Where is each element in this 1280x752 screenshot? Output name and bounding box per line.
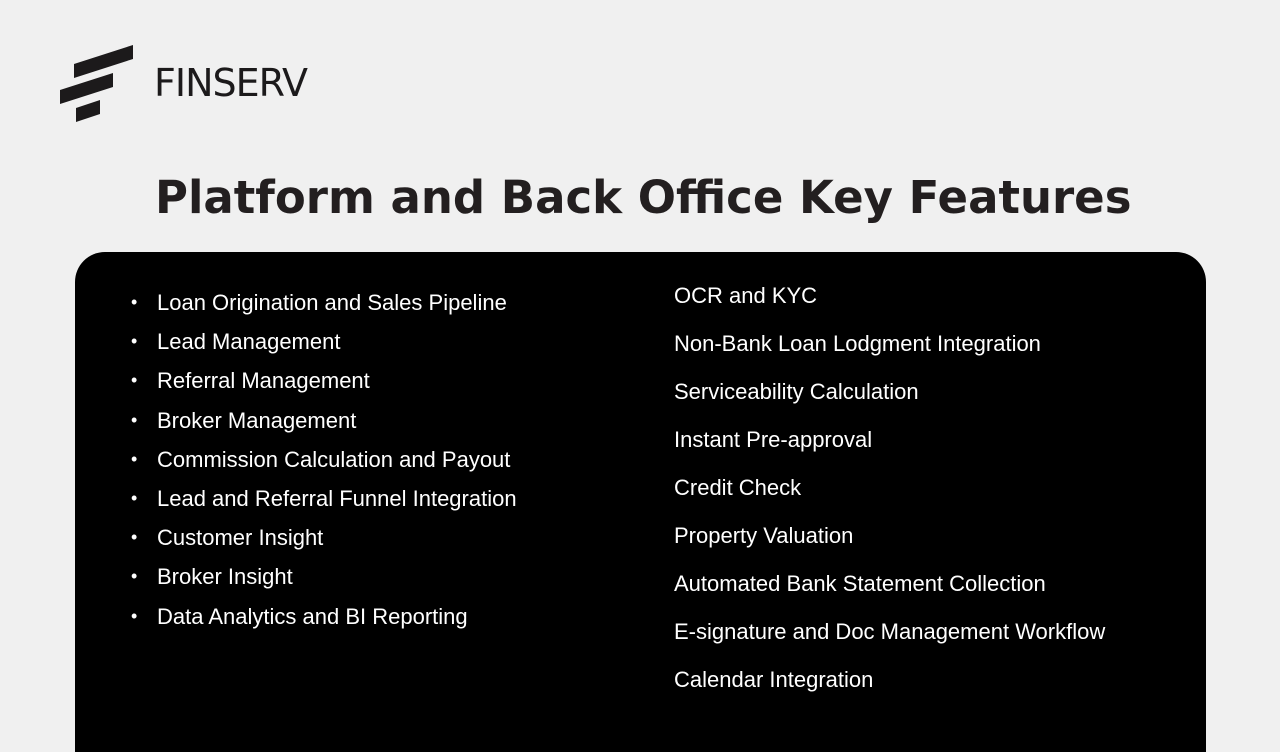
bullet-icon: • <box>131 409 138 430</box>
bullet-icon: • <box>131 487 138 508</box>
feature-item: Automated Bank Statement Collection <box>674 571 1046 596</box>
bullet-icon: • <box>131 605 138 626</box>
bullet-icon: • <box>131 566 138 587</box>
feature-label: Lead and Referral Funnel Integration <box>157 485 517 511</box>
feature-item: Calendar Integration <box>674 667 874 692</box>
feature-item: Serviceability Calculation <box>674 379 919 404</box>
feature-label: Loan Origination and Sales Pipeline <box>157 290 507 315</box>
feature-item <box>131 479 517 518</box>
brand-name: FINSERV <box>154 61 307 105</box>
feature-item <box>131 283 517 322</box>
feature-item: Non-Bank Loan Lodgment Integration <box>674 331 1041 356</box>
feature-label: Lead Management <box>157 329 341 355</box>
feature-item <box>131 322 517 361</box>
bullet-icon: • <box>131 370 138 391</box>
bullet-icon: • <box>131 292 138 312</box>
feature-label: Broker Insight <box>157 564 293 590</box>
feature-item <box>131 557 517 596</box>
feature-label: Commission Calculation and Payout <box>157 446 511 472</box>
left-feature-list <box>131 283 517 636</box>
feature-label: Referral Management <box>157 368 370 394</box>
finserv-logo-icon <box>58 44 138 124</box>
bullet-icon: • <box>131 331 138 352</box>
right-feature-list <box>674 272 1105 704</box>
feature-item <box>131 518 517 557</box>
bullet-icon: • <box>131 527 138 548</box>
feature-label: Data Analytics and BI Reporting <box>157 603 468 629</box>
feature-label: Broker Management <box>157 407 357 433</box>
feature-item <box>131 597 517 636</box>
feature-item: OCR and KYC <box>674 283 818 308</box>
feature-item <box>131 361 517 400</box>
feature-label: Customer Insight <box>157 525 324 551</box>
feature-item: Property Valuation <box>674 523 854 548</box>
bullet-icon: • <box>131 448 138 469</box>
feature-item: Instant Pre-approval <box>674 427 873 452</box>
feature-item <box>131 440 517 479</box>
feature-item: E-signature and Doc Management Workflow <box>674 619 1106 644</box>
page-title: Platform and Back Office Key Features <box>155 171 1132 224</box>
feature-item: Credit Check <box>674 475 802 500</box>
feature-item <box>131 401 517 440</box>
